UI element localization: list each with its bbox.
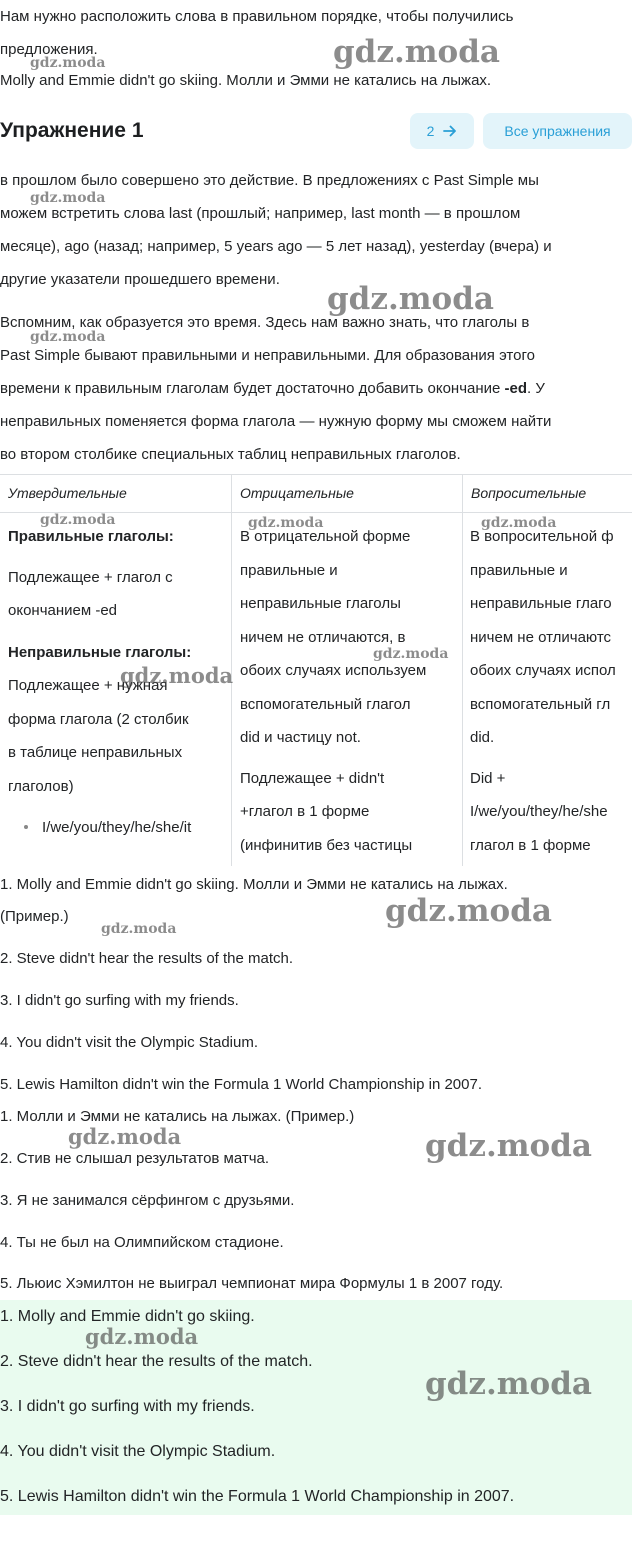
ending-ed: -ed — [504, 380, 528, 397]
cell-line: did. — [470, 729, 495, 746]
cell-line: обоих случаях используем — [240, 662, 427, 679]
watermark: gdz.moda — [30, 329, 106, 345]
cell-line: Подлежащее + didn't — [240, 769, 385, 787]
watermark: gdz.moda — [85, 1324, 199, 1349]
watermark: gdz.moda — [425, 1366, 592, 1402]
table-cell-question — [470, 520, 616, 862]
final-answer-line: 5. Lewis Hamilton didn't win the Formula 1 World Championship in 2007. — [0, 1488, 515, 1505]
cell-line: вспомогательный глагол — [240, 695, 411, 713]
theory-p2-line: Вспомним, как образуется это время. Здесь нам важно знать, что глаголы в — [0, 314, 530, 331]
cell-line: правильные и — [470, 561, 568, 579]
answer-en-line: 3. I didn't go surfing with my friends. — [0, 992, 239, 1009]
cell-line: правильные и — [240, 561, 338, 579]
answer-en-line: 1. Molly and Emmie didn't go skiing. Молли и Эмми не катались на лыжах. — [0, 876, 508, 893]
cell-line: окончанием -ed — [8, 602, 118, 619]
regular-verbs-title: Правильные глаголы: — [8, 528, 174, 545]
cell-line: ничем не отличаютс — [470, 628, 612, 646]
watermark: gdz.moda — [385, 893, 552, 929]
watermark: gdz.moda — [30, 190, 106, 206]
arrow-right-icon — [443, 124, 457, 138]
theory-p1-line: месяце), ago (назад; например, 5 years ago — 5 лет назад), yesterday (вчера) и — [0, 238, 552, 255]
table-cell-negative — [240, 520, 426, 862]
cell-line: В отрицательной форме — [240, 528, 411, 545]
table-header-negative: Отрицательные — [240, 485, 354, 501]
watermark: gdz.moda — [248, 515, 324, 531]
cell-line: ничем не отличаются, в — [240, 628, 406, 646]
answer-ru-line: 1. Молли и Эмми не катались на лыжах. (Пример.) — [0, 1108, 355, 1125]
final-answer-line: 2. Steve didn't hear the results of the match. — [0, 1353, 313, 1370]
watermark: gdz.moda — [333, 34, 500, 70]
watermark: gdz.moda — [373, 646, 449, 662]
next-exercise-label: 2 — [426, 123, 435, 139]
answer-en-line: 4. You didn't visit the Olympic Stadium. — [0, 1034, 258, 1051]
theory-p2-line: Past Simple бывают правильными и неправильными. Для образования этого — [0, 347, 535, 364]
theory-p2-line: времени к правильным глаголам будет достаточно добавить окончание -ed. У — [0, 380, 545, 397]
next-exercise-button[interactable] — [410, 113, 474, 149]
cell-line: В вопросительной ф — [470, 528, 614, 545]
cell-line: глагол в 1 форме — [470, 836, 591, 854]
watermark: gdz.moda — [68, 1124, 182, 1149]
final-answer-line: 3. I didn't go surfing with my friends. — [0, 1398, 255, 1415]
cell-line: глаголов) — [8, 777, 74, 795]
theory-p1-line: в прошлом было совершено это действие. В предложениях с Past Simple мы — [0, 172, 539, 189]
theory-p2-line: неправильных поменяется форма глагола — нужную форму мы сможем найти — [0, 413, 552, 430]
cell-line: неправильные глаголы — [240, 595, 401, 612]
watermark: gdz.moda — [120, 663, 234, 688]
final-answer-line: 4. You didn't visit the Olympic Stadium. — [0, 1443, 276, 1460]
theory-p2-line: во втором столбике специальных таблиц неправильных глаголов. — [0, 446, 461, 463]
theory-p1-line: другие указатели прошедшего времени. — [0, 271, 280, 288]
table-header-question: Вопросительные — [471, 485, 587, 501]
cell-line: вспомогательный гл — [470, 695, 611, 713]
answer-en-line: 5. Lewis Hamilton didn't win the Formula 1 World Championship in 2007. — [0, 1076, 482, 1093]
irregular-verbs-title: Неправильные глаголы: — [8, 643, 192, 661]
cell-line: (инфинитив без частицы — [240, 836, 413, 854]
cell-line: форма глагола (2 столбик — [8, 710, 189, 728]
watermark: gdz.moda — [101, 921, 177, 937]
watermark: gdz.moda — [327, 281, 494, 317]
theory-p1-line: можем встретить слова last (прошлый; например, last month — в прошлом — [0, 205, 521, 222]
answer-ru-line: 2. Стив не слышал результатов матча. — [0, 1150, 270, 1167]
page-title: Упражнение 1 — [0, 119, 144, 142]
cell-line: Подлежащее + глагол с — [8, 568, 173, 586]
all-exercises-label: Все упражнения — [504, 123, 611, 139]
all-exercises-button[interactable] — [483, 113, 632, 149]
cell-line: неправильные глаго — [470, 595, 612, 612]
cell-line: I/we/you/they/he/she — [470, 803, 608, 820]
final-answer-line: 1. Molly and Emmie didn't go skiing. — [0, 1308, 255, 1325]
watermark: gdz.moda — [40, 512, 116, 528]
cell-line: Подлежащее + нужная — [8, 677, 168, 694]
answer-en-line: (Пример.) — [0, 908, 69, 925]
answer-ru-line: 4. Ты не был на Олимпийском стадионе. — [0, 1234, 284, 1251]
intro-line-3: Molly and Emmie didn't go skiing. Молли и Эмми не катались на лыжах. — [0, 72, 492, 89]
cell-line: +глагол в 1 форме — [240, 803, 370, 820]
watermark: gdz.moda — [481, 515, 557, 531]
table-header-affirmative: Утвердительные — [8, 485, 127, 501]
intro-line-2: предложения. — [0, 41, 98, 58]
cell-line: обоих случаях испол — [470, 662, 616, 679]
intro-line-1: Нам нужно расположить слова в правильном порядке, чтобы получились — [0, 8, 514, 25]
answer-ru-line: 3. Я не занимался сёрфингом с друзьями. — [0, 1192, 295, 1209]
list-item: I/we/you/they/he/she/it — [0, 811, 191, 845]
watermark: gdz.moda — [425, 1128, 592, 1164]
grammar-table — [0, 474, 632, 866]
cell-line: Did + — [470, 769, 506, 787]
watermark: gdz.moda — [30, 55, 106, 71]
cell-line: в таблице неправильных — [8, 744, 183, 761]
bullet-icon — [24, 825, 28, 829]
answer-en-line: 2. Steve didn't hear the results of the match. — [0, 950, 294, 967]
answer-ru-line: 5. Льюис Хэмилтон не выиграл чемпионат мира Формулы 1 в 2007 году. — [0, 1275, 504, 1292]
cell-line: did и частицу not. — [240, 729, 361, 746]
